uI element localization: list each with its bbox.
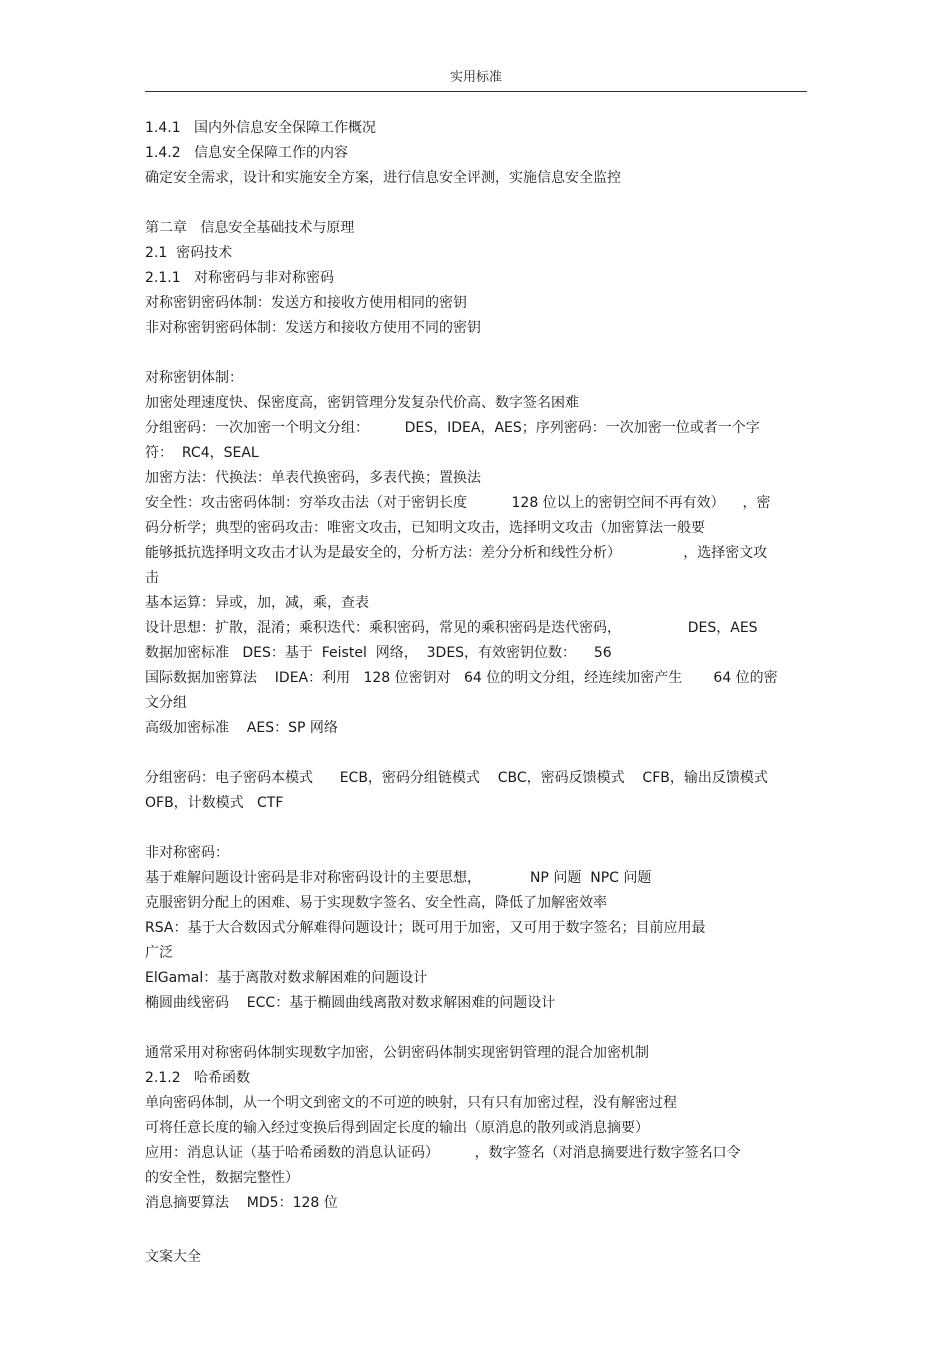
text-line: 克服密钥分配上的困难、易于实现数字签名、安全性高，降低了加解密效率	[145, 895, 607, 911]
page-header-title: 实用标准	[449, 70, 502, 85]
text-line: ElGamal：基于离散对数求解困难的问题设计	[145, 970, 428, 986]
text-line: 1.4.2 信息安全保障工作的内容	[145, 145, 348, 161]
text-line: 符： RC4，SEAL	[145, 445, 259, 461]
header-rule	[145, 91, 807, 92]
text-line: 对称密钥体制：	[145, 370, 243, 386]
text-line: 1.4.1 国内外信息安全保障工作概况	[145, 120, 376, 136]
text-line: 国际数据加密算法 IDEA：利用 128 位密钥对 64 位的明文分组，经连续加密产生 64 位的密	[145, 670, 778, 686]
blank-line	[145, 741, 807, 766]
text-line: 能够抵抗选择明文攻击才认为是最安全的，分析方法：差分分析和线性分析） ，选择密文攻	[145, 545, 768, 561]
blank-line	[145, 191, 807, 216]
text-line: 非对称密钥密码体制：发送方和接收方使用不同的密钥	[145, 320, 481, 336]
text-line: 可将任意长度的输入经过变换后得到固定长度的输出（原消息的散列或消息摘要）	[145, 1120, 649, 1136]
text-line: OFB，计数模式 CTF	[145, 795, 284, 811]
document-body	[145, 116, 807, 1216]
text-line: 高级加密标准 AES：SP 网络	[145, 720, 338, 736]
text-line: 广泛	[145, 945, 173, 961]
text-line: 分组密码：一次加密一个明文分组： DES，IDEA，AES；序列密码：一次加密一位或者一个字	[145, 420, 760, 436]
text-line: 单向密码体制，从一个明文到密文的不可逆的映射，只有只有加密过程，没有解密过程	[145, 1095, 677, 1111]
text-line: 基于难解问题设计密码是非对称密码设计的主要思想， NP 问题 NPC 问题	[145, 870, 652, 886]
subsection-heading: 2.1.2 哈希函数	[145, 1070, 250, 1086]
chapter-heading: 第二章 信息安全基础技术与原理	[145, 220, 355, 236]
text-line: 基本运算：异或，加，减，乘，查表	[145, 595, 369, 611]
text-line: 分组密码：电子密码本模式 ECB，密码分组链模式 CBC，密码反馈模式 CFB，输出反馈模式	[145, 770, 768, 786]
text-line: 确定安全需求，设计和实施安全方案，进行信息安全评测，实施信息安全监控	[145, 170, 621, 186]
text-line: 数据加密标准 DES：基于 Feistel 网络， 3DES，有效密钥位数： 56	[145, 645, 612, 661]
text-line: 文分组	[145, 695, 187, 711]
text-line: 消息摘要算法 MD5：128 位	[145, 1195, 338, 1211]
text-line: 加密处理速度快、保密度高，密钥管理分发复杂代价高、数字签名困难	[145, 395, 579, 411]
text-line: 设计思想：扩散，混淆；乘积迭代：乘积密码，常见的乘积密码是迭代密码， DES，AES	[145, 620, 758, 636]
text-line: 对称密钥密码体制：发送方和接收方使用相同的密钥	[145, 295, 467, 311]
blank-line	[145, 816, 807, 841]
page-footer-text: 文案大全	[145, 1249, 201, 1265]
text-line: 安全性：攻击密码体制：穷举攻击法（对于密钥长度 128 位以上的密钥空间不再有效） ，密	[145, 495, 771, 511]
text-line: 椭圆曲线密码 ECC：基于椭圆曲线离散对数求解困难的问题设计	[145, 995, 556, 1011]
text-line: 加密方法：代换法：单表代换密码，多表代换；置换法	[145, 470, 481, 486]
text-line: 通常采用对称密码体制实现数字加密，公钥密码体制实现密钥管理的混合加密机制	[145, 1045, 649, 1061]
text-line: RSA：基于大合数因式分解难得问题设计；既可用于加密，又可用于数字签名；目前应用最	[145, 920, 706, 936]
text-line: 击	[145, 570, 159, 586]
blank-line	[145, 341, 807, 366]
text-line: 应用：消息认证（基于哈希函数的消息认证码） ，数字签名（对消息摘要进行数字签名口令	[145, 1145, 741, 1161]
text-line: 的安全性，数据完整性）	[145, 1170, 299, 1186]
section-heading: 2.1 密码技术	[145, 245, 233, 261]
blank-line	[145, 1016, 807, 1041]
subsection-heading: 2.1.1 对称密码与非对称密码	[145, 270, 334, 286]
text-line: 非对称密码：	[145, 845, 229, 861]
text-line: 码分析学；典型的密码攻击：唯密文攻击，已知明文攻击，选择明文攻击（加密算法一般要	[145, 520, 705, 536]
